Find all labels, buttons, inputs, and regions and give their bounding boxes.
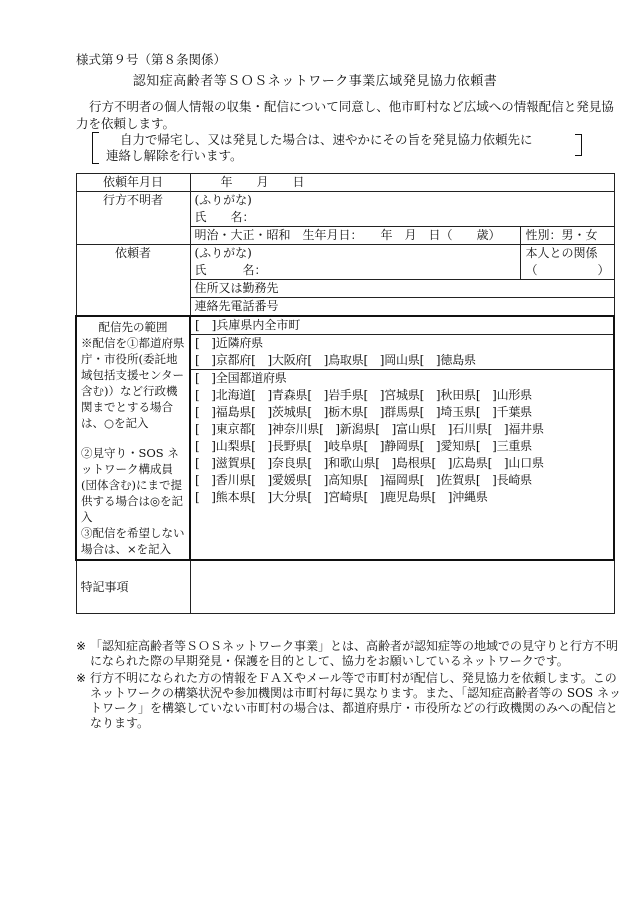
form-number: 様式第９号（第８条関係） <box>76 52 227 67</box>
prefecture-line[interactable]: [ ]北海道[ ]青森県[ ]岩手県[ ]宮城県[ ]秋田県[ ]山形県 <box>195 388 532 402</box>
option-kinki-list[interactable]: [ ]京都府[ ]大阪府[ ]鳥取県[ ]岡山県[ ]徳島県 <box>195 353 476 367</box>
bracket-note-text <box>106 132 566 163</box>
distribution-label-cell <box>76 316 190 560</box>
missing-person-label: 行方不明者 <box>76 192 190 245</box>
footnote-text: 「認知症高齢者等ＳＯＳネットワーク事業」とは、高齢者が認知症等の地域での見守りと行方不明になられた際の早期発見・保護を目的として、協力をお願いしているネットワークです。 <box>90 639 619 668</box>
distribution-desc-3: ③配信を希望しない場合は、×を記入 <box>81 526 185 556</box>
bracket-note-line2: 連絡し解除を行います。 <box>106 147 243 163</box>
requester-name: 氏 名： <box>194 263 267 277</box>
relation-label: 本人との関係 <box>525 246 598 260</box>
form-title: 認知症高齢者等ＳＯＳネットワーク事業広域発見協力依頼書 <box>132 74 498 89</box>
footnote-mark: ※ <box>76 671 87 685</box>
prefecture-line[interactable]: [ ]福島県[ ]茨城県[ ]栃木県[ ]群馬県[ ]埼玉県[ ]千葉県 <box>195 405 532 419</box>
prefecture-line[interactable]: [ ]熊本県[ ]大分県[ ]宮崎県[ ]鹿児島県[ ]沖縄県 <box>195 490 488 504</box>
missing-person-name: 氏 名： <box>194 210 255 224</box>
special-notes-label: 特記事項 <box>76 560 190 614</box>
address-field[interactable]: 住所又は勤務先 <box>190 280 614 298</box>
missing-person-name-cell[interactable] <box>190 192 614 227</box>
requester-furigana: (ふりがな) <box>194 246 252 260</box>
missing-person-furigana: (ふりがな) <box>194 193 252 207</box>
requester-label: 依頼者 <box>76 245 190 317</box>
birth-date-field[interactable]: 明治・大正・昭和 生年月日： 年 月 日（ 歳） <box>190 227 521 245</box>
request-date-label: 依頼年月日 <box>76 174 190 192</box>
requester-name-cell[interactable] <box>190 245 521 280</box>
prefecture-line[interactable]: [ ]香川県[ ]愛媛県[ ]高知県[ ]福岡県[ ]佐賀県[ ]長崎県 <box>195 473 532 487</box>
left-bracket <box>92 132 99 164</box>
footnote-mark: ※ <box>76 639 87 653</box>
right-bracket <box>575 134 582 156</box>
intro-text: 行方不明者の個人情報の収集・配信について同意し、他市町村など広域への情報配信と発見協力を依頼します。 <box>76 99 614 131</box>
prefecture-line[interactable]: [ ]山梨県[ ]長野県[ ]岐阜県[ ]静岡県[ ]愛知県[ ]三重県 <box>195 439 532 453</box>
bracket-note-line1: 自力で帰宅し、又は発見した場合は、速やかにその旨を発見協力依頼先に <box>120 132 533 147</box>
bracket-note <box>92 132 582 164</box>
phone-field[interactable]: 連絡先電話番号 <box>190 298 614 317</box>
distribution-options-cell <box>190 316 614 560</box>
footnote-text: 行方不明になられた方の情報をＦＡＸやメール等で市町村が配信し、発見協力を依頼します。このネットワークの構築状況や参加機関は市町村毎に異なります。また、「認知症高齢者等の SOS ネットワーク」を構築していない市町村の場合は、都道府県庁・市役所などの行政機関のみへの配信となります。 <box>90 671 621 730</box>
request-form-table <box>75 173 615 614</box>
prefecture-line[interactable]: [ ]東京都[ ]神奈川県[ ]新潟県[ ]富山県[ ]石川県[ ]福井県 <box>195 422 544 436</box>
distribution-label: 配信先の範囲 <box>98 320 168 334</box>
option-kinki-group <box>191 334 613 369</box>
option-hyogo[interactable]: [ ]兵庫県内全市町 <box>195 318 301 332</box>
relation-value: （ ） <box>525 263 610 277</box>
special-notes-field[interactable] <box>190 560 614 614</box>
footnote-2 <box>76 671 621 731</box>
footnotes <box>76 639 621 733</box>
request-date-field[interactable]: 年 月 日 <box>190 174 614 192</box>
prefecture-line[interactable]: [ ]滋賀県[ ]奈良県[ ]和歌山県[ ]島根県[ ]広島県[ ]山口県 <box>195 456 544 470</box>
option-kinki-title[interactable]: [ ]近隣府県 <box>195 336 263 350</box>
footnote-1 <box>76 639 621 669</box>
distribution-desc-1: ※配信を①都道府県庁・市役所(委託地域包括支援センター含む)）など行政機関までとする場合は、○を記入 <box>81 336 185 430</box>
gender-field[interactable]: 性別：男・女 <box>521 227 614 245</box>
distribution-desc-2: ②見守り・SOS ネットワーク構成員(団体含む)にまで提供する場合は◎を記入 <box>81 446 184 524</box>
relation-cell[interactable] <box>521 245 614 280</box>
option-all-group <box>191 369 613 546</box>
option-all-title[interactable]: [ ]全国都道府県 <box>195 371 287 385</box>
